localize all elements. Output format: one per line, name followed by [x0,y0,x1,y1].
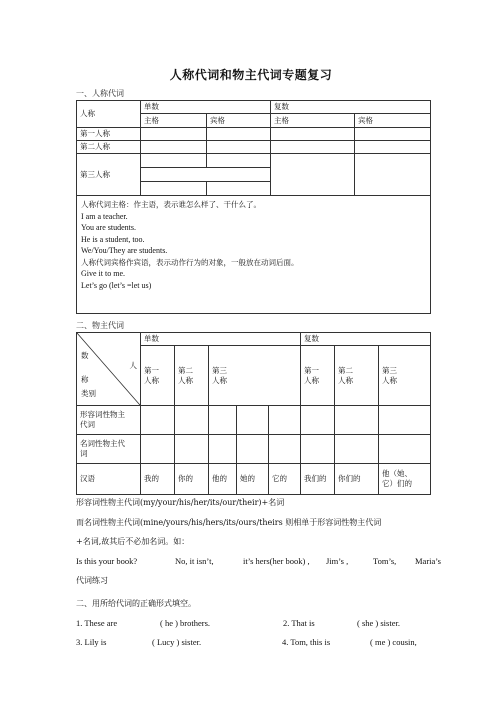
cell[interactable] [355,128,431,141]
cell[interactable] [209,435,237,464]
note-line: Give it to me. [81,269,125,279]
example-answer: Jim’s , [326,556,349,566]
cell[interactable] [379,435,431,464]
plural-second-person-header [335,346,379,406]
cn-cell: 你的 [175,464,209,495]
cell[interactable] [207,182,271,196]
cell[interactable] [207,154,271,168]
question-1: 1. These are [76,618,118,628]
cn-cell: 他的 [209,464,237,495]
header-line: 第三 [382,365,398,375]
row-label-line: 名词性物主代 [80,439,125,448]
note-line: You are students. [81,223,136,233]
personal-pronoun-table [76,100,431,314]
cn-cell: 我们的 [301,464,335,495]
example-question: Is this your book? [76,556,138,566]
singular-object-header: 宾格 [207,114,271,128]
singular-header: 单数 [141,333,301,346]
plural-object-header: 宾格 [355,114,431,128]
cell[interactable] [301,406,335,435]
cn-cell: 你们的 [335,464,379,495]
row-label-line: 形容词性物主 [80,410,125,419]
header-line: 人称 [144,375,159,385]
cell[interactable] [141,406,175,435]
plural-third-person-header [379,346,431,406]
note-line: 人称代词宾格作宾语，表示动作行为的对象，一般放在动词后面。 [81,257,299,267]
cell[interactable] [207,141,271,154]
section-heading-possessive-pronouns: 二、物主代词 [76,321,124,330]
question-3: 3. Lily is [76,637,107,647]
cell[interactable] [141,141,207,154]
note-line: He is a student, too. [81,234,145,244]
example-answer: Tom’s, [373,556,397,566]
practice-heading: 代词练习 [76,576,108,585]
example-answer: No, it isn’t, [175,556,214,566]
header-line: 人称 [382,375,398,385]
cell[interactable] [237,435,269,464]
header-line: 人称 [338,375,354,385]
possessive-pronoun-table [76,332,431,495]
cell[interactable] [271,154,355,196]
noun-possessive-rule: 而名词性物主代词(mine/yours/his/hers/its/ours/theirs 则相单于形容词性物主代词 [76,518,382,527]
header-line: 第一 [304,365,320,375]
question-2: 2. That is [283,618,315,628]
cell[interactable] [271,141,355,154]
plural-header: 复数 [271,101,431,114]
singular-second-person-header [175,346,209,406]
example-answer: it’s hers(her book) , [243,556,310,566]
cell[interactable] [141,128,207,141]
question-4-hint: ( me ) cousin, [370,637,417,647]
cell[interactable] [141,182,207,196]
cn-line: 它）们的 [382,479,413,489]
header-line: 人称 [304,375,320,385]
row-first-person: 第一人称 [77,128,141,141]
corner-category-label: 类别 [81,389,96,398]
corner-call-label: 称 [81,375,89,384]
header-line: 第二 [178,365,193,375]
exercise-instruction: 二、用所给代词的正确形式填空。 [76,599,196,608]
cell[interactable] [269,406,301,435]
note-line: We/You/They are students. [81,246,168,256]
cn-cell: 它的 [269,464,301,495]
cell[interactable] [175,435,209,464]
row-adjective-possessive [77,406,141,435]
cell[interactable] [141,154,207,168]
cell[interactable] [271,128,355,141]
cell[interactable] [207,128,271,141]
cn-cell [379,464,431,495]
corner-number-label: 数 [81,351,89,360]
row-chinese: 汉语 [77,464,141,495]
cn-cell: 我的 [141,464,175,495]
note-line: 人称代词主格：作主语，表示谁怎么样了、干什么了。 [81,200,261,210]
cell[interactable] [355,141,431,154]
section-heading-personal-pronouns: 一、人称代词 [76,89,124,98]
corner-person-label: 人 [129,361,137,370]
header-line: 人称 [178,375,193,385]
singular-third-person-header [209,346,301,406]
row-second-person: 第二人称 [77,141,141,154]
cell[interactable] [141,168,271,182]
plural-subject-header: 主格 [271,114,355,128]
question-2-hint: ( she ) sister. [357,618,400,628]
row-label-line: 词 [80,449,88,459]
header-line: 第一 [144,365,159,375]
plural-first-person-header [301,346,335,406]
row-noun-possessive [77,435,141,464]
cell[interactable] [301,435,335,464]
singular-header: 单数 [141,101,271,114]
row-label-line: 代词 [80,420,95,430]
cell[interactable] [355,154,431,196]
cell[interactable] [379,406,431,435]
cell[interactable] [209,406,237,435]
cell[interactable] [335,406,379,435]
cell[interactable] [335,435,379,464]
question-3-hint: ( Lucy ) sister. [152,637,202,647]
note-line: Let’s go (let’s =let us) [81,280,152,290]
plural-header: 复数 [301,333,431,346]
note-line: I am a teacher. [81,211,128,221]
cell[interactable] [237,406,269,435]
example-answer: Maria’s [415,556,441,566]
question-4: 4. Tom, this is [282,637,331,647]
header-line: 第三 [212,365,227,375]
usage-notes [77,196,431,314]
header-line: 人称 [212,375,227,385]
cell[interactable] [175,406,209,435]
page-title: 人称代词和物主代词专题复习 [169,68,333,82]
singular-subject-header: 主格 [141,114,207,128]
noun-possessive-rule-cont: +名词,故其后不必加名词。如： [76,537,190,546]
header-line: 第二 [338,365,354,375]
singular-first-person-header [141,346,175,406]
cell[interactable] [269,435,301,464]
row-third-person: 第三人称 [77,154,141,196]
diagonal-header-cell [77,333,141,406]
cell[interactable] [141,435,175,464]
question-1-hint: ( he ) brothers. [160,618,211,628]
cn-cell: 她的 [237,464,269,495]
adjective-possessive-rule: 形容词性物主代词(my/your/his/her/its/our/their)+名词 [76,498,285,507]
corner-label: 人称 [77,101,141,128]
cn-line: 他（她、 [382,469,413,478]
